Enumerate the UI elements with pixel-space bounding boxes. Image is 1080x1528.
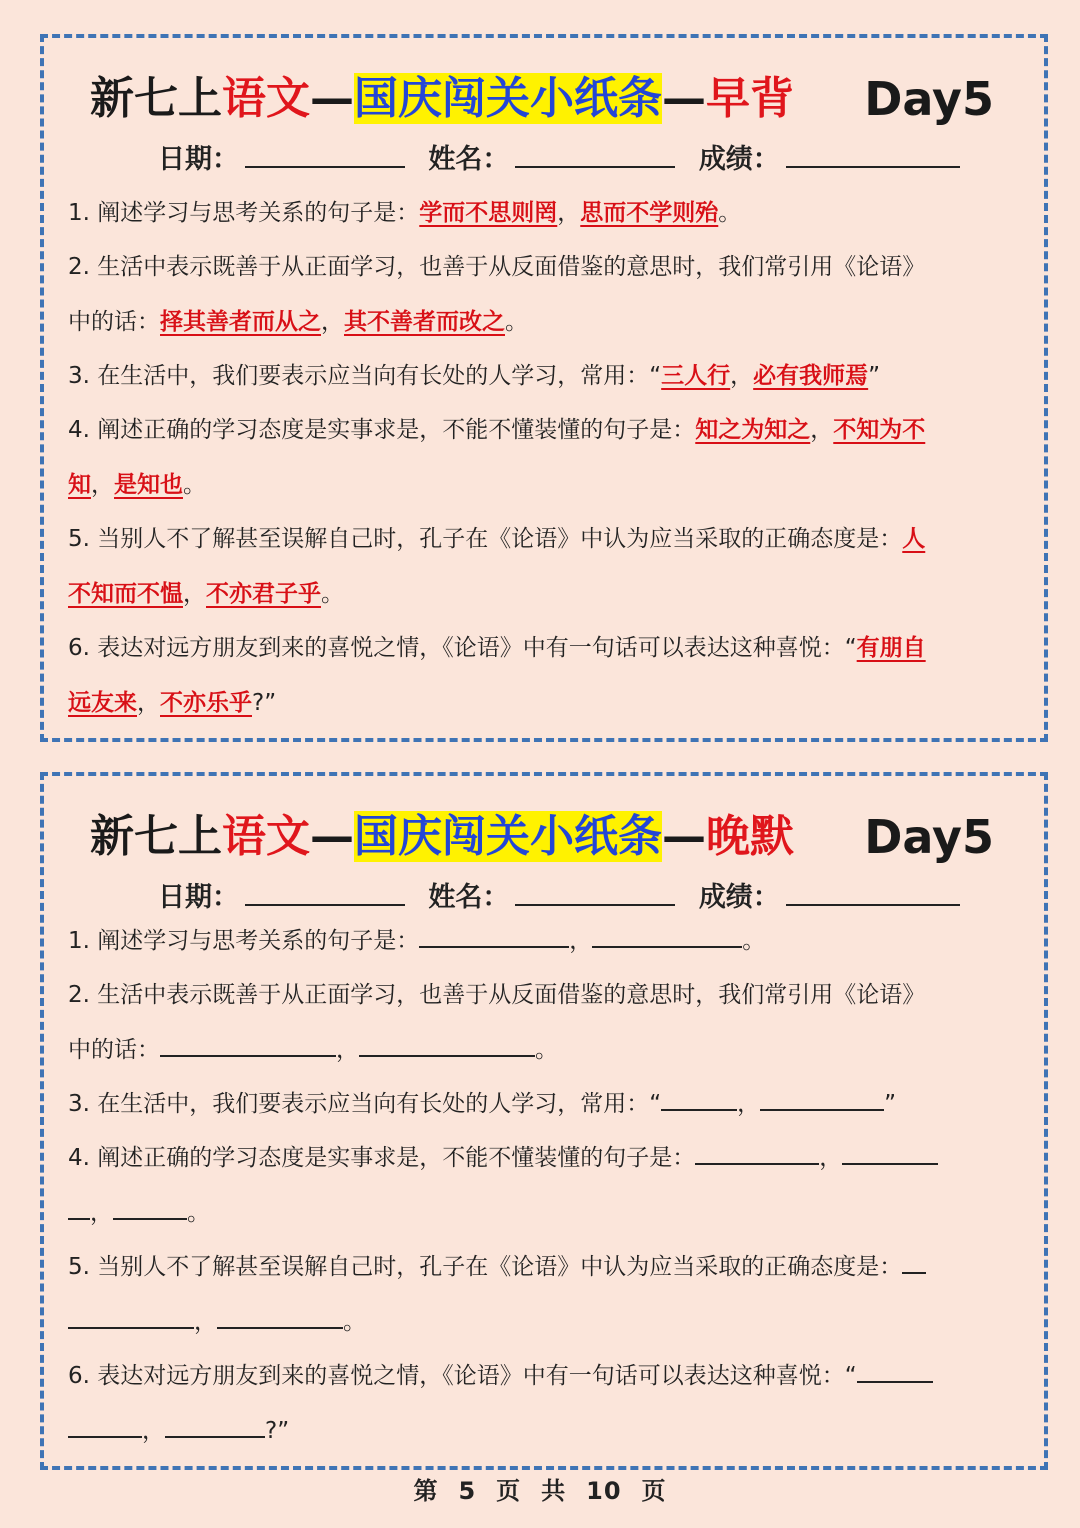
question-text: 中的话： bbox=[68, 308, 160, 335]
title-dash: — bbox=[310, 73, 354, 124]
date-label: 日期： bbox=[158, 144, 239, 175]
answer-blank[interactable] bbox=[760, 1083, 884, 1111]
footer-text: 第 bbox=[413, 1477, 439, 1505]
punct: ， bbox=[194, 1308, 217, 1335]
punct: ， bbox=[569, 928, 593, 954]
score-field[interactable] bbox=[786, 138, 960, 168]
answer-blank[interactable] bbox=[68, 1301, 194, 1329]
date-field[interactable] bbox=[245, 138, 405, 168]
question-text: 3. 在生活中，我们要表示应当向有长处的人学习，常用：“ bbox=[68, 1091, 662, 1117]
answer-blank[interactable] bbox=[359, 1029, 535, 1057]
punct: ， bbox=[336, 1036, 359, 1063]
title-grade: 新七上 bbox=[90, 73, 222, 124]
question-text: 6. 表达对远方朋友到来的喜悦之情，《论语》中有一句话可以表达这种喜悦：“ bbox=[68, 1363, 857, 1389]
card-title bbox=[90, 64, 1004, 134]
answer-blank[interactable] bbox=[113, 1192, 187, 1220]
title-day: Day5 bbox=[864, 810, 994, 864]
punct: ?” bbox=[265, 1417, 290, 1444]
title-subject: 语文 bbox=[222, 73, 310, 124]
punct: ” bbox=[868, 363, 881, 389]
name-label: 姓名： bbox=[428, 144, 510, 175]
answer: 择其善者而从之 bbox=[160, 308, 321, 335]
question-text: 中的话： bbox=[68, 1036, 160, 1063]
info-row bbox=[158, 138, 984, 178]
answer-blank[interactable] bbox=[160, 1029, 336, 1057]
question-3 bbox=[68, 349, 1014, 404]
question-6 bbox=[68, 1349, 1014, 1458]
punct: 。 bbox=[718, 200, 742, 226]
score-label: 成绩： bbox=[698, 882, 780, 913]
answer: 是知也 bbox=[114, 471, 183, 498]
question-text: 3. 在生活中，我们要表示应当向有长处的人学习，常用：“ bbox=[68, 363, 662, 389]
answer-blank[interactable] bbox=[661, 1083, 737, 1111]
footer-text: 页 bbox=[641, 1477, 667, 1505]
punct: 。 bbox=[742, 928, 766, 954]
date-label: 日期： bbox=[158, 882, 239, 913]
punct: ， bbox=[819, 1145, 843, 1171]
punct: ， bbox=[137, 689, 160, 716]
punct: 。 bbox=[321, 580, 344, 607]
score-label: 成绩： bbox=[698, 144, 780, 175]
punct: 。 bbox=[343, 1308, 366, 1335]
footer-text: 共 bbox=[541, 1477, 567, 1505]
answer-blank[interactable] bbox=[68, 1410, 142, 1438]
question-text: 5. 当别人不了解甚至误解自己时，孔子在《论语》中认为应当采取的正确态度是： bbox=[68, 526, 903, 552]
answer-blank[interactable] bbox=[68, 1192, 90, 1220]
answer-blank[interactable] bbox=[165, 1410, 265, 1438]
answer: 远友来 bbox=[68, 689, 137, 716]
question-text: 6. 表达对远方朋友到来的喜悦之情，《论语》中有一句话可以表达这种喜悦：“ bbox=[68, 635, 857, 661]
score-field[interactable] bbox=[786, 876, 960, 906]
answer: 思而不学则殆 bbox=[580, 200, 719, 226]
question-text: 2. 生活中表示既善于从正面学习，也善于从反面借鉴的意思时，我们常引用《论语》 bbox=[68, 982, 926, 1008]
question-text: 1. 阐述学习与思考关系的句子是： bbox=[68, 200, 420, 226]
title-mode: 晚默 bbox=[706, 811, 794, 862]
question-text: 5. 当别人不了解甚至误解自己时，孔子在《论语》中认为应当采取的正确态度是： bbox=[68, 1254, 903, 1280]
punct: ， bbox=[810, 417, 834, 443]
question-4 bbox=[68, 403, 1014, 512]
name-field[interactable] bbox=[515, 138, 675, 168]
answer-blank[interactable] bbox=[842, 1137, 938, 1165]
answer-blank[interactable] bbox=[695, 1137, 819, 1165]
question-2 bbox=[68, 240, 1014, 349]
punct: ， bbox=[730, 363, 754, 389]
punct: 。 bbox=[505, 308, 528, 335]
punct: 。 bbox=[535, 1036, 558, 1063]
answer: 知 bbox=[68, 471, 91, 498]
question-1 bbox=[68, 186, 1014, 241]
question-2 bbox=[68, 968, 1014, 1077]
footer-text: 页 bbox=[496, 1477, 522, 1505]
name-field[interactable] bbox=[515, 876, 675, 906]
punct: ， bbox=[557, 200, 581, 226]
punct: ， bbox=[183, 580, 206, 607]
punct: ， bbox=[90, 1199, 113, 1226]
punct: ， bbox=[142, 1417, 165, 1444]
answer-blank[interactable] bbox=[217, 1301, 343, 1329]
answer: 其不善者而改之 bbox=[344, 308, 505, 335]
question-5 bbox=[68, 1240, 1014, 1349]
punct: ， bbox=[91, 471, 114, 498]
page-number: 5 bbox=[458, 1477, 477, 1505]
punct: ?” bbox=[252, 689, 277, 716]
date-field[interactable] bbox=[245, 876, 405, 906]
title-day: Day5 bbox=[864, 72, 994, 126]
punct: ” bbox=[884, 1091, 897, 1117]
answer-blank[interactable] bbox=[857, 1355, 933, 1383]
punct: 。 bbox=[183, 471, 206, 498]
title-grade: 新七上 bbox=[90, 811, 222, 862]
answer: 三人行 bbox=[661, 363, 731, 389]
punct: 。 bbox=[187, 1199, 210, 1226]
title-dash: — bbox=[310, 811, 354, 862]
question-text: 2. 生活中表示既善于从正面学习，也善于从反面借鉴的意思时，我们常引用《论语》 bbox=[68, 254, 926, 280]
name-label: 姓名： bbox=[428, 882, 510, 913]
answer: 不亦君子乎 bbox=[206, 580, 321, 607]
answer: 不知为不 bbox=[833, 417, 926, 443]
answer: 必有我师焉 bbox=[753, 363, 869, 389]
answer: 不亦乐乎 bbox=[160, 689, 252, 716]
question-4 bbox=[68, 1131, 1014, 1240]
title-subject: 语文 bbox=[222, 811, 310, 862]
answer: 有朋自 bbox=[856, 635, 926, 661]
answer: 人 bbox=[902, 526, 926, 552]
answer-blank[interactable] bbox=[902, 1246, 926, 1274]
punct: ， bbox=[737, 1091, 761, 1117]
title-mode: 早背 bbox=[706, 73, 794, 124]
question-text: 4. 阐述正确的学习态度是实事求是，不能不懂装懂的句子是： bbox=[68, 417, 696, 443]
page-total: 10 bbox=[586, 1477, 622, 1505]
answer: 学而不思则罔 bbox=[419, 200, 558, 226]
card-title bbox=[90, 802, 1004, 872]
title-dash: — bbox=[662, 73, 706, 124]
question-text: 1. 阐述学习与思考关系的句子是： bbox=[68, 928, 420, 954]
page-footer bbox=[0, 1474, 1080, 1508]
answer-blank[interactable] bbox=[419, 920, 569, 948]
answer-blank[interactable] bbox=[592, 920, 742, 948]
recite-card bbox=[40, 34, 1048, 742]
question-3 bbox=[68, 1077, 1014, 1132]
answer: 不知而不愠 bbox=[68, 580, 183, 607]
title-dash: — bbox=[662, 811, 706, 862]
question-5 bbox=[68, 512, 1014, 621]
info-row bbox=[158, 876, 984, 916]
question-1 bbox=[68, 914, 1014, 969]
title-topic: 国庆闯关小纸条 bbox=[354, 73, 662, 124]
answer: 知之为知之 bbox=[695, 417, 811, 443]
dictation-card bbox=[40, 772, 1048, 1470]
question-text: 4. 阐述正确的学习态度是实事求是，不能不懂装懂的句子是： bbox=[68, 1145, 696, 1171]
title-topic: 国庆闯关小纸条 bbox=[354, 811, 662, 862]
punct: ， bbox=[321, 308, 344, 335]
question-6 bbox=[68, 621, 1014, 730]
